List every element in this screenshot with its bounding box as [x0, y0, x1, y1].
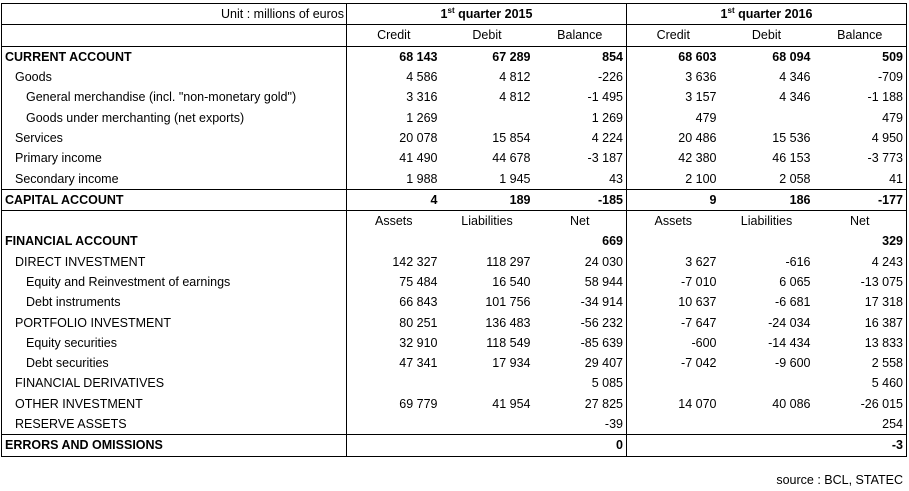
value-cell	[627, 231, 720, 251]
value-cell: 27 825	[534, 394, 627, 414]
blank-header-cell	[2, 210, 347, 231]
value-cell: -14 434	[768, 335, 811, 350]
value-cell: 41	[814, 168, 907, 189]
row-label-debt-instruments: Debt instruments	[2, 292, 347, 312]
table-row	[2, 189, 907, 210]
value-cell	[441, 373, 534, 393]
value-cell: 189	[441, 189, 534, 210]
value-cell: 24 030	[534, 252, 627, 272]
table-row	[2, 394, 907, 414]
value-cell: 854	[534, 46, 627, 67]
value-cell: 4 346	[779, 90, 811, 105]
value-cell: 20 078	[399, 130, 438, 145]
value-cell: -34 914	[534, 292, 627, 312]
table-row	[2, 272, 907, 292]
table-row	[2, 168, 907, 189]
value-cell: 4 346	[779, 70, 811, 85]
row-label-errors-and-omissions: ERRORS AND OMISSIONS	[2, 435, 347, 456]
financial-header-row	[2, 210, 907, 231]
value-cell: -1 495	[534, 87, 627, 107]
value-cell: -177	[814, 189, 907, 210]
value-cell: 44 678	[492, 151, 531, 166]
value-cell: 669	[534, 231, 627, 251]
value-cell: 1 269	[406, 110, 438, 125]
row-label-primary-income: Primary income	[2, 148, 347, 168]
value-cell: 3 157	[685, 90, 717, 105]
value-cell: 75 484	[399, 275, 438, 289]
balance-of-payments-table	[1, 3, 907, 457]
value-cell: 1 988	[406, 171, 438, 186]
value-cell: 3 316	[406, 90, 438, 105]
value-cell: -9 600	[775, 356, 811, 371]
value-cell: 67 289	[492, 49, 531, 64]
value-cell: 4 812	[499, 70, 531, 85]
value-cell: -85 639	[534, 333, 627, 353]
table-row	[2, 373, 907, 393]
table-row	[2, 231, 907, 251]
value-cell: 17 934	[492, 356, 531, 371]
value-cell: 4 243	[814, 252, 907, 272]
value-cell: -3 773	[814, 148, 907, 168]
table-row	[2, 46, 907, 67]
table-row	[2, 87, 907, 107]
table-row	[2, 414, 907, 435]
row-label-equity-securities: Equity securities	[2, 333, 347, 353]
value-cell: 68 094	[772, 49, 811, 64]
value-cell: 2 558	[814, 353, 907, 373]
value-cell: 46 153	[772, 151, 811, 166]
value-cell	[720, 107, 814, 127]
col-credit-2016: Credit	[627, 25, 720, 46]
value-cell	[720, 373, 814, 393]
value-cell: 69 779	[399, 396, 438, 411]
value-cell: -26 015	[814, 394, 907, 414]
value-cell	[347, 414, 441, 435]
value-cell	[627, 435, 720, 456]
value-cell: 15 536	[772, 130, 811, 145]
value-cell: 136 483	[485, 315, 531, 330]
value-cell: -3	[814, 435, 907, 456]
value-cell: 509	[814, 46, 907, 67]
row-label-debt-securities: Debt securities	[2, 353, 347, 373]
col-assets-2015: Assets	[374, 214, 413, 229]
blank-header-cell	[2, 25, 347, 46]
table-row	[2, 435, 907, 456]
value-cell: 15 854	[492, 130, 531, 145]
value-cell: 16 540	[492, 275, 531, 289]
row-label-financial-derivatives: FINANCIAL DERIVATIVES	[2, 373, 347, 393]
row-label-capital-account: CAPITAL ACCOUNT	[2, 189, 347, 210]
value-cell: 9	[627, 189, 720, 210]
value-cell: -6 681	[775, 295, 811, 310]
col-balance-2015: Balance	[534, 25, 627, 46]
value-cell: 3 627	[685, 254, 717, 269]
value-cell: 0	[534, 435, 627, 456]
col-liabilities-2015: Liabilities	[461, 214, 513, 229]
value-cell	[347, 435, 441, 456]
row-label-goods-under-merchanting-net-exports: Goods under merchanting (net exports)	[2, 107, 347, 127]
table-row	[2, 292, 907, 312]
value-cell	[441, 107, 534, 127]
col-net-2015: Net	[534, 210, 627, 231]
value-cell: 58 944	[534, 272, 627, 292]
value-cell: 186	[720, 189, 814, 210]
value-cell: 479	[695, 110, 717, 125]
value-cell: 2 100	[685, 171, 717, 186]
col-credit-2015: Credit	[347, 25, 441, 46]
value-cell: -24 034	[768, 315, 811, 330]
row-label-equity-and-reinvestment-of-earnings: Equity and Reinvestment of earnings	[2, 272, 347, 292]
value-cell: 4	[347, 189, 441, 210]
value-cell: 254	[814, 414, 907, 435]
value-cell	[720, 231, 814, 251]
period-2015-header: 1st quarter 2015	[347, 4, 627, 25]
value-cell: 10 637	[678, 295, 717, 310]
period-2016-header: 1st quarter 2016	[627, 4, 907, 25]
value-cell	[627, 373, 720, 393]
value-cell: -185	[534, 189, 627, 210]
unit-label: Unit : millions of euros	[2, 4, 347, 25]
row-label-services: Services	[2, 128, 347, 148]
col-debit-2015: Debit	[441, 25, 534, 46]
table-row	[2, 148, 907, 168]
value-cell: 1 269	[534, 107, 627, 127]
value-cell: 13 833	[814, 333, 907, 353]
value-cell: 5 460	[814, 373, 907, 393]
column-header-row	[2, 25, 907, 46]
value-cell: 41 954	[492, 396, 531, 411]
value-cell: -7 010	[681, 275, 717, 289]
value-cell: 101 756	[485, 295, 531, 310]
source-note: source : BCL, STATEC	[776, 473, 903, 487]
value-cell: 41 490	[399, 151, 438, 166]
value-cell: -13 075	[814, 272, 907, 292]
value-cell: 479	[814, 107, 907, 127]
value-cell: 43	[534, 168, 627, 189]
value-cell: -7 042	[681, 356, 717, 371]
col-balance-2016: Balance	[814, 25, 907, 46]
value-cell: 118 297	[486, 254, 531, 269]
row-label-reserve-assets: RESERVE ASSETS	[2, 414, 347, 435]
table-row	[2, 128, 907, 148]
value-cell: 1 945	[499, 171, 531, 186]
value-cell: 142 327	[392, 254, 438, 269]
value-cell: -39	[534, 414, 627, 435]
value-cell	[720, 414, 814, 435]
value-cell: 4 812	[499, 90, 531, 105]
value-cell: 4 586	[406, 70, 438, 85]
col-debit-2016: Debit	[720, 25, 814, 46]
value-cell: -616	[785, 254, 811, 269]
value-cell: 14 070	[678, 396, 717, 411]
value-cell: 47 341	[399, 356, 438, 371]
value-cell: -709	[814, 67, 907, 87]
table-row	[2, 252, 907, 272]
value-cell	[347, 231, 441, 251]
row-label-other-investment: OTHER INVESTMENT	[2, 394, 347, 414]
value-cell: 4 950	[814, 128, 907, 148]
value-cell: -3 187	[534, 148, 627, 168]
row-label-goods: Goods	[2, 67, 347, 87]
table-row	[2, 333, 907, 353]
value-cell: -600	[691, 335, 717, 350]
value-cell: 68 143	[399, 49, 438, 64]
value-cell: 3 636	[685, 70, 717, 85]
row-label-current-account: CURRENT ACCOUNT	[2, 46, 347, 67]
value-cell: 2 058	[779, 171, 811, 186]
value-cell: 329	[814, 231, 907, 251]
value-cell: 5 085	[534, 373, 627, 393]
table-row	[2, 107, 907, 127]
value-cell: 17 318	[814, 292, 907, 312]
table-row	[2, 67, 907, 87]
value-cell: 20 486	[678, 130, 717, 145]
value-cell: 66 843	[399, 295, 438, 310]
value-cell: -7 647	[681, 315, 717, 330]
col-liabilities-2016: Liabilities	[740, 214, 793, 229]
value-cell	[441, 231, 534, 251]
value-cell: 40 086	[772, 396, 811, 411]
row-label-secondary-income: Secondary income	[2, 168, 347, 189]
value-cell	[441, 414, 534, 435]
value-cell: 68 603	[678, 49, 717, 64]
row-label-portfolio-investment: PORTFOLIO INVESTMENT	[2, 312, 347, 332]
row-label-direct-investment: DIRECT INVESTMENT	[2, 252, 347, 272]
value-cell	[441, 435, 534, 456]
col-net-2016: Net	[814, 210, 907, 231]
value-cell: 16 387	[814, 312, 907, 332]
value-cell: 32 910	[399, 335, 438, 350]
value-cell	[627, 414, 720, 435]
value-cell: 4 224	[534, 128, 627, 148]
table-row	[2, 312, 907, 332]
value-cell	[720, 435, 814, 456]
value-cell: -226	[534, 67, 627, 87]
value-cell: 29 407	[534, 353, 627, 373]
row-label-general-merchandise-incl-non-monetary-gold: General merchandise (incl. "non-monetary gold")	[2, 87, 347, 107]
value-cell: -1 188	[814, 87, 907, 107]
row-label-financial-account: FINANCIAL ACCOUNT	[2, 231, 347, 251]
value-cell: 80 251	[399, 315, 438, 330]
period-header-row	[2, 4, 907, 25]
value-cell: -56 232	[534, 312, 627, 332]
value-cell: 118 549	[486, 335, 531, 350]
value-cell: 42 380	[678, 151, 717, 166]
value-cell	[347, 373, 441, 393]
col-assets-2016: Assets	[654, 214, 692, 229]
table-row	[2, 353, 907, 373]
value-cell: 6 065	[779, 275, 811, 289]
